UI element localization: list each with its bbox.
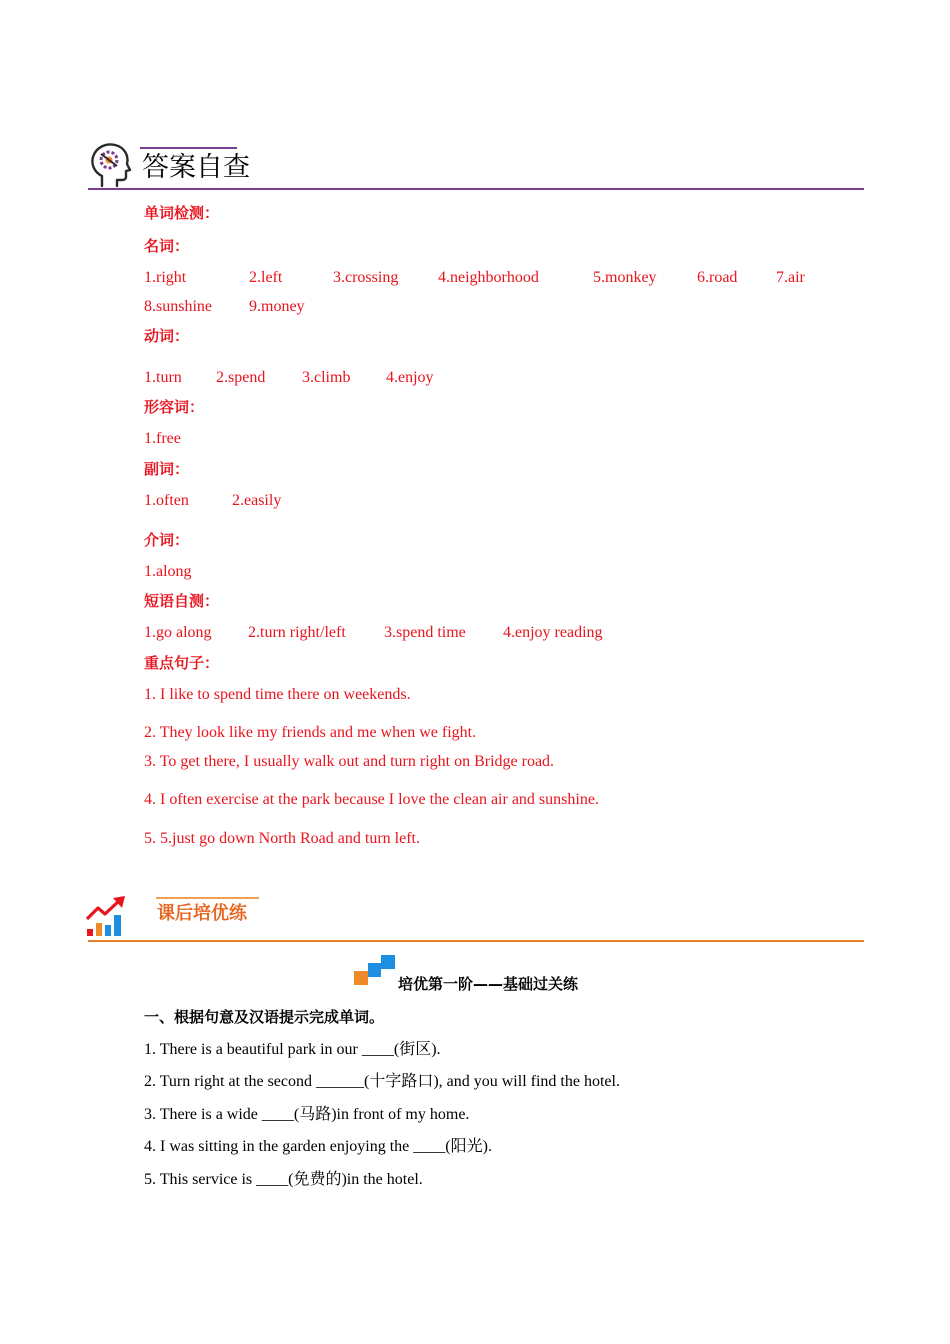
phrase-item: 4.enjoy reading [503,624,603,641]
head-gears-icon [88,142,132,188]
section2-top-accent [156,897,259,899]
verb-item: 2.spend [216,369,266,386]
sentence-item: 1. I like to spend time there on weekends. [144,686,411,703]
preposition-item: 1.along [144,563,192,580]
question-item: 1. There is a beautiful park in our ____(街区). [144,1041,441,1058]
noun-item: 4.neighborhood [438,269,539,286]
question-item: 5. This service is ____(免费的)in the hotel. [144,1171,423,1188]
prepositions-label: 介词： [144,531,190,549]
phrase-item: 2.turn right/left [248,624,346,641]
phrase-item: 3.spend time [384,624,466,641]
adverb-item: 1.often [144,492,189,509]
question-item: 4. I was sitting in the garden enjoying the ____(阳光). [144,1138,492,1155]
section1-top-accent [140,147,237,149]
noun-item: 6.road [697,269,738,286]
verb-item: 4.enjoy [386,369,434,386]
adverbs-label: 副词： [144,460,190,478]
question-item: 3. There is a wide ____(马路)in front of my home. [144,1106,470,1123]
section2-divider [88,940,864,942]
phrase-item: 1.go along [144,624,212,641]
question-item: 2. Turn right at the second ______(十字路口), and you will find the hotel. [144,1073,620,1090]
question-heading: 一、根据句意及汉语提示完成单词。 [144,1008,385,1026]
sentence-item: 5. 5.just go down North Road and turn left. [144,830,420,847]
noun-item: 5.monkey [593,269,657,286]
verb-item: 3.climb [302,369,351,386]
sentence-item: 4. I often exercise at the park because I love the clean air and sunshine. [144,791,599,808]
subtitle: 培优第一阶——基础过关练 [398,975,579,993]
verb-item: 1.turn [144,369,182,386]
noun-item: 3.crossing [333,269,399,286]
adverb-item: 2.easily [232,492,282,509]
nouns-label: 名词： [144,237,190,255]
adjectives-label: 形容词： [144,398,205,416]
adjective-item: 1.free [144,430,181,447]
phrases-label: 短语自测： [144,592,220,610]
sentence-item: 2. They look like my friends and me when we fight. [144,724,477,741]
noun-item: 8.sunshine [144,298,212,315]
section1-title: 答案自查 [142,152,250,183]
word-check-label: 单词检测： [144,204,220,222]
noun-item: 7.air [776,269,805,286]
verbs-label: 动词： [144,327,190,345]
sentence-item: 3. To get there, I usually walk out and turn right on Bridge road. [144,753,555,770]
section2-title: 课后培优练 [157,903,247,924]
stairs-icon [354,955,396,987]
bar-chart-arrow-icon [86,895,128,937]
noun-item: 2.left [249,269,283,286]
section1-divider [88,188,864,190]
noun-item: 1.right [144,269,187,286]
sentences-label: 重点句子： [144,654,220,672]
noun-item: 9.money [249,298,305,315]
